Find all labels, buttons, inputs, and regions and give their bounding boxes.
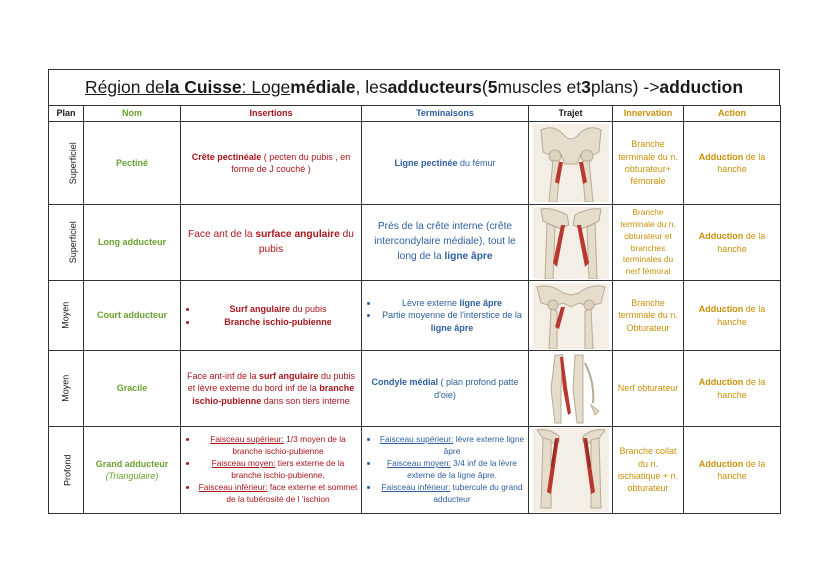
header-innervation: Innervation xyxy=(613,106,684,122)
innervation-cell: Branche terminale du n. obturateur+ fémorale xyxy=(613,122,684,205)
title-region: la Cuisse xyxy=(164,77,242,97)
insertion-text: du pubis xyxy=(289,304,327,315)
title-text-4: ( xyxy=(481,77,488,97)
header-terminaisons: Terminaisons xyxy=(362,106,529,122)
insertions-cell xyxy=(181,351,362,427)
terminaison-text: Lèvre externe xyxy=(401,297,460,308)
plan-cell xyxy=(49,205,84,281)
list-item xyxy=(379,309,525,334)
action-cell xyxy=(684,427,781,514)
action-text: de la hanche xyxy=(717,458,766,481)
terminaison-key: Faisceau inférieur: xyxy=(381,481,451,492)
insertion-text: ( pecten du pubis , en forme de J couché ) xyxy=(231,151,351,174)
plan-label: Moyen xyxy=(60,374,71,403)
leg-gracilis-illustration xyxy=(533,353,609,425)
muscle-name: Grand adducteur xyxy=(95,458,169,469)
insertions-cell xyxy=(181,281,362,351)
header-nom: Nom xyxy=(84,106,181,122)
insertion-text: Face ant-inf de la xyxy=(186,370,259,381)
title-adduction: adduction xyxy=(659,77,744,97)
action-cell xyxy=(684,351,781,427)
title-text-1: Région de xyxy=(84,77,165,97)
terminaisons-cell xyxy=(362,122,529,205)
trajet-cell xyxy=(529,427,613,514)
insertion-key: surf angulaire xyxy=(259,370,319,381)
header-action: Action xyxy=(684,106,781,122)
pelvis-pectineus-illustration xyxy=(533,124,609,202)
muscle-name: Long adducteur xyxy=(84,205,181,281)
action-text: de la hanche xyxy=(717,304,766,327)
muscle-name: Court adducteur xyxy=(84,281,181,351)
table-row xyxy=(49,281,781,351)
list-item xyxy=(379,482,525,506)
list-item xyxy=(379,458,525,482)
terminaison-key: Faisceau moyen: xyxy=(387,458,451,469)
terminaison-text: du fémur xyxy=(457,157,496,168)
action-text: de la hanche xyxy=(717,151,766,174)
muscle-subname: (Triangulaire) xyxy=(105,471,159,481)
title-text-3: , les xyxy=(355,77,388,97)
terminaison-key: Faisceau supérieur: xyxy=(379,434,454,445)
plan-label: Profond xyxy=(62,454,73,486)
innervation-cell: Branche terminale du n. Obturateur xyxy=(613,281,684,351)
insertion-text: Face ant de la xyxy=(188,228,256,240)
table-row xyxy=(49,205,781,281)
trajet-cell xyxy=(529,351,613,427)
terminaison-text: Près de la crête interne (crête intercondylaire médiale), tout le long de la xyxy=(374,221,516,262)
muscle-name: Gracile xyxy=(84,351,181,427)
trajet-cell xyxy=(529,122,613,205)
insertions-cell xyxy=(181,122,362,205)
terminaisons-cell xyxy=(362,281,529,351)
insertion-key: Faisceau supérieur: xyxy=(210,434,284,445)
insertion-key: branche ischio-pubienne xyxy=(192,383,355,406)
insertion-text: 1/3 moyen de la branche ischio-pubienne xyxy=(232,434,346,457)
insertion-text: du pubis xyxy=(258,228,354,255)
trajet-cell xyxy=(529,205,613,281)
action-key: Adduction xyxy=(698,304,744,315)
list-item xyxy=(198,458,358,482)
title-loge: médiale xyxy=(290,77,356,97)
header-row xyxy=(49,106,781,122)
list-item xyxy=(379,297,525,309)
action-key: Adduction xyxy=(698,458,744,469)
terminaison-key: ligne âpre xyxy=(430,322,474,333)
list-item xyxy=(198,303,358,315)
list-item xyxy=(379,434,525,458)
header-insertions: Insertions xyxy=(181,106,362,122)
action-cell xyxy=(684,205,781,281)
terminaisons-list xyxy=(365,434,525,506)
terminaisons-cell xyxy=(362,351,529,427)
terminaisons-cell xyxy=(362,427,529,514)
insertion-text: face externe et sommet de la tubérosité de l ’ischion xyxy=(226,481,358,504)
terminaison-text: lèvre externe ligne âpre xyxy=(443,434,525,457)
terminaison-text: Partie moyenne de l'interstice de la xyxy=(382,310,522,321)
title-plan-count: 3 xyxy=(581,77,591,97)
list-item xyxy=(198,434,358,458)
insertions-list xyxy=(184,434,358,506)
page-title xyxy=(48,69,780,105)
title-adducteurs: adducteurs xyxy=(387,77,482,97)
insertions-cell xyxy=(181,205,362,281)
insertions-list xyxy=(184,303,358,328)
plan-cell xyxy=(49,281,84,351)
hip-adductor-brevis-illustration xyxy=(533,283,609,349)
terminaison-key: ligne âpre xyxy=(459,297,503,308)
action-text: de la hanche xyxy=(717,231,766,254)
terminaison-key: ligne âpre xyxy=(444,250,493,262)
terminaisons-cell xyxy=(362,205,529,281)
insertion-key: surface angulaire xyxy=(255,228,340,240)
action-key: Adduction xyxy=(698,151,744,162)
action-text: de la hanche xyxy=(717,377,766,400)
action-key: Adduction xyxy=(698,377,744,388)
plan-cell xyxy=(49,427,84,514)
insertion-text: dans son tiers interne xyxy=(261,395,350,406)
action-key: Adduction xyxy=(698,231,744,242)
header-trajet: Trajet xyxy=(529,106,613,122)
terminaison-key: Ligne pectinée xyxy=(394,157,458,168)
list-item xyxy=(198,482,358,506)
insertions-cell xyxy=(181,427,362,514)
insertion-key: Faisceau inférieur: xyxy=(198,481,268,492)
title-text-2: : Loge xyxy=(241,77,291,97)
innervation-cell: Branche terminale du n. obturateur et branches terminales du nerf fémoral xyxy=(613,205,684,281)
thigh-adductor-longus-illustration xyxy=(533,207,609,279)
plan-cell xyxy=(49,351,84,427)
plan-cell xyxy=(49,122,84,205)
adductors-table xyxy=(48,105,781,514)
trajet-cell xyxy=(529,281,613,351)
muscle-name-cell xyxy=(84,427,181,514)
insertion-key: Crête pectinéale xyxy=(191,151,262,162)
table-row xyxy=(49,122,781,205)
insertion-key: Surf angulaire xyxy=(229,304,290,315)
innervation-cell: Branche collat du n. ischiatique + n. obturateur xyxy=(613,427,684,514)
thigh-adductor-magnus-illustration xyxy=(533,428,609,512)
terminaison-key: Condyle médial xyxy=(371,377,438,388)
muscle-name: Pectiné xyxy=(84,122,181,205)
insertion-text: tiers externe de la branche ischio-pubienne, xyxy=(231,458,345,480)
plan-label: Moyen xyxy=(60,301,71,330)
terminaisons-list xyxy=(365,297,525,334)
document-page xyxy=(48,69,780,514)
plan-label: Superficiel xyxy=(67,141,78,185)
header-plan: Plan xyxy=(49,106,84,122)
plan-label: Superficiel xyxy=(67,221,78,264)
action-cell xyxy=(684,122,781,205)
list-item xyxy=(198,316,358,328)
table-row xyxy=(49,351,781,427)
title-muscle-count: 5 xyxy=(487,77,498,97)
table-row xyxy=(49,427,781,514)
terminaison-text: 3/4 inf de la lèvre externe de la ligne âpre. xyxy=(407,458,517,480)
insertion-text: du pubis et lèvre externe du bord inf de la xyxy=(187,370,356,394)
terminaison-text: ( plan profond patte d'oie) xyxy=(434,377,519,400)
title-text-6: plans) -> xyxy=(590,77,660,97)
title-text-5: muscles et xyxy=(497,77,582,97)
insertion-key: Faisceau moyen: xyxy=(211,458,276,469)
terminaison-text: tubercule du grand adducteur xyxy=(433,481,523,504)
innervation-cell: Nerf obturateur xyxy=(613,351,684,427)
insertion-key: Branche ischio-pubienne xyxy=(224,316,332,327)
action-cell xyxy=(684,281,781,351)
